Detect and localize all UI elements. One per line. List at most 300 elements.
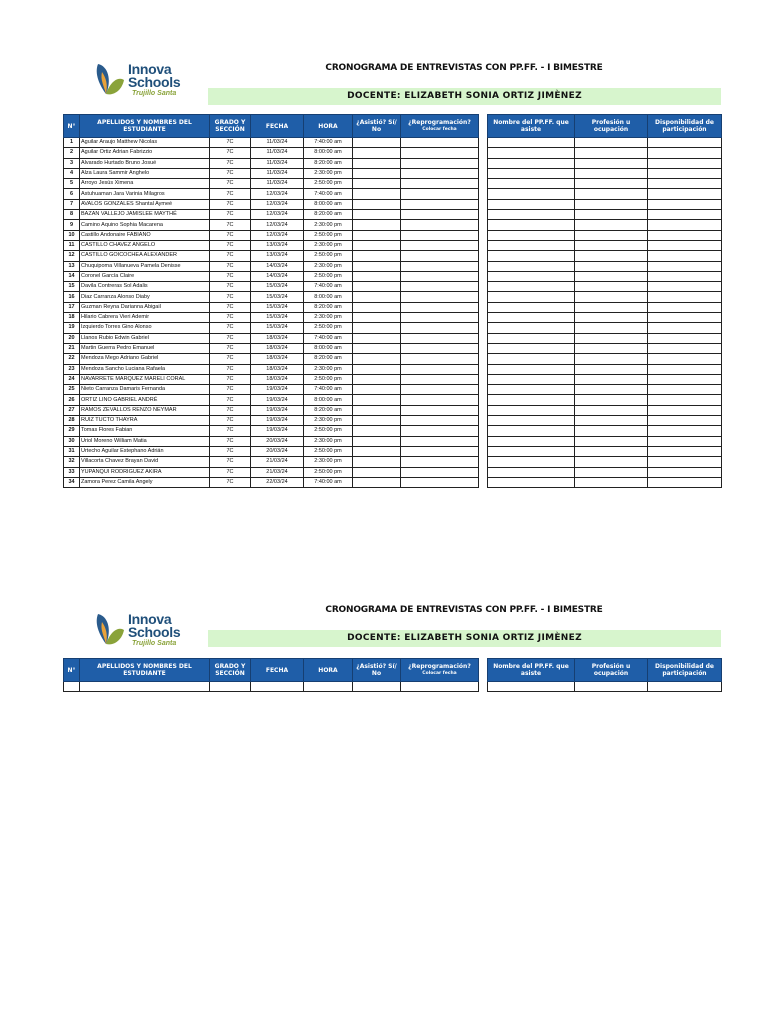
cell-number: 21 — [64, 343, 80, 353]
teacher-banner-2: DOCENTE: ELIZABETH SONIA ORTIZ JIMÈNEZ — [208, 630, 721, 647]
cell-availability[interactable] — [648, 261, 722, 271]
cell-availability[interactable] — [648, 292, 722, 302]
cell-availability[interactable] — [648, 364, 722, 374]
cell-parent-name[interactable] — [488, 426, 575, 436]
cell-empty[interactable] — [648, 682, 722, 692]
cell-grade: 7C — [210, 168, 251, 178]
cell-profession[interactable] — [575, 457, 648, 467]
parents-row — [488, 416, 722, 426]
cell-parent-name[interactable] — [488, 302, 575, 312]
cell-attended[interactable] — [353, 426, 401, 436]
cell-student-name: Aguilar Araujo Matthew Nicolas — [80, 138, 210, 148]
cell-number: 31 — [64, 446, 80, 456]
cell-date: 12/03/24 — [251, 210, 304, 220]
cell-profession[interactable] — [575, 416, 648, 426]
cell-reschedule[interactable] — [401, 251, 479, 261]
cell-time: 8:20:00 am — [304, 158, 353, 168]
cell-profession[interactable] — [575, 323, 648, 333]
cell-time: 2:50:00 pm — [304, 230, 353, 240]
cell-availability[interactable] — [648, 271, 722, 281]
cell-student-name: RUIZ TUCTO THAYRA — [80, 416, 210, 426]
cell-number: 32 — [64, 457, 80, 467]
cell-parent-name[interactable] — [488, 405, 575, 415]
parents-row — [488, 364, 722, 374]
header-hora: HORA — [304, 115, 353, 138]
cell-availability[interactable] — [648, 354, 722, 364]
cell-reschedule[interactable] — [401, 261, 479, 271]
cell-reschedule[interactable] — [401, 364, 479, 374]
header-fecha: FECHA — [251, 659, 304, 682]
cell-number: 6 — [64, 189, 80, 199]
cell-parent-name[interactable] — [488, 230, 575, 240]
cell-attended[interactable] — [353, 323, 401, 333]
cell-availability[interactable] — [648, 230, 722, 240]
cell-availability[interactable] — [648, 240, 722, 250]
cell-reschedule[interactable] — [401, 374, 479, 384]
parents-row — [488, 282, 722, 292]
cell-grade: 7C — [210, 385, 251, 395]
cell-time: 2:50:00 pm — [304, 251, 353, 261]
cell-attended[interactable] — [353, 179, 401, 189]
cell-attended[interactable] — [353, 282, 401, 292]
logo-text-campus: Trujillo Santa — [132, 640, 177, 647]
parents-row — [488, 374, 722, 384]
table-row — [64, 189, 479, 199]
header-reprog-sub: Colocar fecha — [422, 671, 457, 676]
cell-student-name: Diaz Carranza Alonso Diaby — [80, 292, 210, 302]
cell-reschedule[interactable] — [401, 426, 479, 436]
cell-profession[interactable] — [575, 220, 648, 230]
cell-profession[interactable] — [575, 364, 648, 374]
cell-reschedule[interactable] — [401, 302, 479, 312]
cell-parent-name[interactable] — [488, 271, 575, 281]
table-row — [64, 436, 479, 446]
cell-empty[interactable] — [80, 682, 210, 692]
cell-availability[interactable] — [648, 436, 722, 446]
cell-profession[interactable] — [575, 313, 648, 323]
cell-attended[interactable] — [353, 416, 401, 426]
cell-grade: 7C — [210, 416, 251, 426]
table-row — [64, 138, 479, 148]
cell-parent-name[interactable] — [488, 467, 575, 477]
cell-grade: 7C — [210, 457, 251, 467]
cell-availability[interactable] — [648, 251, 722, 261]
cell-date: 19/03/24 — [251, 395, 304, 405]
cell-profession[interactable] — [575, 302, 648, 312]
cell-parent-name[interactable] — [488, 138, 575, 148]
cell-reschedule[interactable] — [401, 343, 479, 353]
cell-time: 2:30:00 pm — [304, 313, 353, 323]
cell-reschedule[interactable] — [401, 210, 479, 220]
cell-profession[interactable] — [575, 251, 648, 261]
cell-parent-name[interactable] — [488, 354, 575, 364]
cell-reschedule[interactable] — [401, 323, 479, 333]
cell-date: 11/03/24 — [251, 168, 304, 178]
cell-reschedule[interactable] — [401, 292, 479, 302]
parents-row — [488, 271, 722, 281]
table-row — [64, 364, 479, 374]
cell-availability[interactable] — [648, 374, 722, 384]
cell-number: 19 — [64, 323, 80, 333]
cell-attended[interactable] — [353, 261, 401, 271]
parents-row — [488, 302, 722, 312]
cell-empty[interactable] — [210, 682, 251, 692]
cell-time: 7:40:00 am — [304, 477, 353, 487]
cell-attended[interactable] — [353, 271, 401, 281]
cell-number: 20 — [64, 333, 80, 343]
cell-parent-name[interactable] — [488, 313, 575, 323]
cell-reschedule[interactable] — [401, 405, 479, 415]
parents-row — [488, 199, 722, 209]
cell-attended[interactable] — [353, 240, 401, 250]
cell-date: 12/03/24 — [251, 230, 304, 240]
cell-reschedule[interactable] — [401, 271, 479, 281]
cell-profession[interactable] — [575, 199, 648, 209]
cell-parent-name[interactable] — [488, 220, 575, 230]
cell-profession[interactable] — [575, 292, 648, 302]
cell-time: 7:40:00 am — [304, 385, 353, 395]
teacher-banner: DOCENTE: ELIZABETH SONIA ORTIZ JIMÈNEZ — [208, 88, 721, 105]
cell-availability[interactable] — [648, 323, 722, 333]
cell-parent-name[interactable] — [488, 364, 575, 374]
cell-parent-name[interactable] — [488, 457, 575, 467]
parents-row — [488, 405, 722, 415]
cell-profession[interactable] — [575, 271, 648, 281]
cell-reschedule[interactable] — [401, 477, 479, 487]
cell-empty[interactable] — [575, 682, 648, 692]
cell-availability[interactable] — [648, 148, 722, 158]
cell-date: 15/03/24 — [251, 292, 304, 302]
parents-row — [488, 179, 722, 189]
cell-availability[interactable] — [648, 168, 722, 178]
cell-reschedule[interactable] — [401, 395, 479, 405]
cell-date: 18/03/24 — [251, 343, 304, 353]
cell-grade: 7C — [210, 302, 251, 312]
cell-profession[interactable] — [575, 282, 648, 292]
cell-availability[interactable] — [648, 158, 722, 168]
cell-time: 7:40:00 am — [304, 189, 353, 199]
parents-row — [488, 467, 722, 477]
cell-attended[interactable] — [353, 230, 401, 240]
cell-time: 7:40:00 am — [304, 138, 353, 148]
cell-reschedule[interactable] — [401, 436, 479, 446]
cell-number: 26 — [64, 395, 80, 405]
cell-reschedule[interactable] — [401, 189, 479, 199]
schedule-block-1 — [0, 0, 768, 500]
cell-attended[interactable] — [353, 354, 401, 364]
cell-profession[interactable] — [575, 446, 648, 456]
cell-parent-name[interactable] — [488, 261, 575, 271]
cell-profession[interactable] — [575, 168, 648, 178]
cell-grade: 7C — [210, 240, 251, 250]
cell-profession[interactable] — [575, 179, 648, 189]
cell-attended[interactable] — [353, 148, 401, 158]
cell-parent-name[interactable] — [488, 333, 575, 343]
cell-parent-name[interactable] — [488, 385, 575, 395]
page-title-2: CRONOGRAMA DE ENTREVISTAS CON PP.FF. - I BIMESTRE — [325, 605, 603, 615]
cell-attended[interactable] — [353, 477, 401, 487]
cell-attended[interactable] — [353, 343, 401, 353]
cell-reschedule[interactable] — [401, 230, 479, 240]
parents-table-header — [488, 115, 722, 138]
cell-reschedule[interactable] — [401, 385, 479, 395]
cell-date: 11/03/24 — [251, 179, 304, 189]
cell-empty[interactable] — [304, 682, 353, 692]
cell-time: 2:50:00 pm — [304, 179, 353, 189]
cell-profession[interactable] — [575, 210, 648, 220]
parents-row — [488, 261, 722, 271]
cell-parent-name[interactable] — [488, 199, 575, 209]
cell-student-name: CASTILLO CHAVEZ ANGELO — [80, 240, 210, 250]
cell-parent-name[interactable] — [488, 416, 575, 426]
cell-profession[interactable] — [575, 138, 648, 148]
table-row — [64, 405, 479, 415]
cell-student-name: NAVARRETE MARQUEZ MARELI CORAL — [80, 374, 210, 384]
cell-attended[interactable] — [353, 436, 401, 446]
page-title: CRONOGRAMA DE ENTREVISTAS CON PP.FF. - I BIMESTRE — [325, 63, 603, 73]
cell-availability[interactable] — [648, 477, 722, 487]
cell-number: 27 — [64, 405, 80, 415]
cell-empty[interactable] — [64, 682, 80, 692]
cell-student-name: Castillo Andonaire FABIANO — [80, 230, 210, 240]
cell-attended[interactable] — [353, 374, 401, 384]
cell-parent-name[interactable] — [488, 446, 575, 456]
logo-text-innova: Innova — [128, 61, 172, 77]
cell-student-name: Llanos Rubio Edwin Gabriel — [80, 333, 210, 343]
cell-attended[interactable] — [353, 364, 401, 374]
cell-parent-name[interactable] — [488, 477, 575, 487]
cell-profession[interactable] — [575, 158, 648, 168]
cell-parent-name[interactable] — [488, 292, 575, 302]
cell-attended[interactable] — [353, 333, 401, 343]
cell-parent-name[interactable] — [488, 148, 575, 158]
cell-availability[interactable] — [648, 199, 722, 209]
leaf-icon — [92, 608, 128, 652]
cell-time: 8:00:00 am — [304, 343, 353, 353]
cell-number: 10 — [64, 230, 80, 240]
parents-row — [488, 168, 722, 178]
cell-availability[interactable] — [648, 302, 722, 312]
cell-date: 21/03/24 — [251, 457, 304, 467]
cell-profession[interactable] — [575, 354, 648, 364]
innova-schools-logo — [92, 58, 184, 108]
cell-availability[interactable] — [648, 189, 722, 199]
cell-reschedule[interactable] — [401, 457, 479, 467]
cell-reschedule[interactable] — [401, 446, 479, 456]
cell-availability[interactable] — [648, 405, 722, 415]
cell-profession[interactable] — [575, 148, 648, 158]
cell-grade: 7C — [210, 333, 251, 343]
cell-empty[interactable] — [401, 682, 479, 692]
cell-parent-name[interactable] — [488, 168, 575, 178]
cell-availability[interactable] — [648, 426, 722, 436]
cell-empty[interactable] — [353, 682, 401, 692]
cell-profession[interactable] — [575, 436, 648, 446]
parents-row — [488, 343, 722, 353]
cell-parent-name[interactable] — [488, 240, 575, 250]
parents-table-2 — [487, 658, 722, 692]
parents-row — [488, 395, 722, 405]
header-nombre: APELLIDOS Y NOMBRES DEL ESTUDIANTE — [80, 659, 210, 682]
cell-profession[interactable] — [575, 230, 648, 240]
cell-parent-name[interactable] — [488, 395, 575, 405]
cell-time: 8:20:00 am — [304, 302, 353, 312]
parents-row — [488, 457, 722, 467]
cell-date: 18/03/24 — [251, 364, 304, 374]
cell-time: 2:50:00 pm — [304, 467, 353, 477]
cell-number: 2 — [64, 148, 80, 158]
cell-parent-name[interactable] — [488, 374, 575, 384]
cell-attended[interactable] — [353, 405, 401, 415]
cell-parent-name[interactable] — [488, 282, 575, 292]
cell-attended[interactable] — [353, 395, 401, 405]
cell-reschedule[interactable] — [401, 148, 479, 158]
cell-grade: 7C — [210, 436, 251, 446]
cell-empty[interactable] — [488, 682, 575, 692]
table-row — [64, 343, 479, 353]
cell-number: 28 — [64, 416, 80, 426]
cell-number: 5 — [64, 179, 80, 189]
cell-availability[interactable] — [648, 446, 722, 456]
cell-grade: 7C — [210, 282, 251, 292]
cell-reschedule[interactable] — [401, 240, 479, 250]
cell-profession[interactable] — [575, 385, 648, 395]
cell-time: 2:50:00 pm — [304, 446, 353, 456]
cell-number: 9 — [64, 220, 80, 230]
cell-parent-name[interactable] — [488, 210, 575, 220]
cell-grade: 7C — [210, 467, 251, 477]
cell-availability[interactable] — [648, 416, 722, 426]
cell-attended[interactable] — [353, 251, 401, 261]
cell-reschedule[interactable] — [401, 199, 479, 209]
cell-number: 30 — [64, 436, 80, 446]
cell-profession[interactable] — [575, 405, 648, 415]
cell-attended[interactable] — [353, 292, 401, 302]
cell-profession[interactable] — [575, 374, 648, 384]
cell-parent-name[interactable] — [488, 323, 575, 333]
cell-reschedule[interactable] — [401, 354, 479, 364]
cell-availability[interactable] — [648, 467, 722, 477]
table-row — [64, 385, 479, 395]
cell-attended[interactable] — [353, 457, 401, 467]
cell-availability[interactable] — [648, 313, 722, 323]
cell-reschedule[interactable] — [401, 282, 479, 292]
cell-profession[interactable] — [575, 261, 648, 271]
cell-availability[interactable] — [648, 220, 722, 230]
cell-attended[interactable] — [353, 467, 401, 477]
cell-availability[interactable] — [648, 282, 722, 292]
cell-reschedule[interactable] — [401, 138, 479, 148]
cell-attended[interactable] — [353, 199, 401, 209]
cell-reschedule[interactable] — [401, 158, 479, 168]
cell-student-name: Guzman Reyna Darianna Abigail — [80, 302, 210, 312]
cell-attended[interactable] — [353, 138, 401, 148]
cell-grade: 7C — [210, 220, 251, 230]
table-row — [64, 158, 479, 168]
cell-student-name: ORTIZ LINO GABRIEL ANDRÉ — [80, 395, 210, 405]
cell-date: 18/03/24 — [251, 374, 304, 384]
cell-availability[interactable] — [648, 343, 722, 353]
cell-profession[interactable] — [575, 333, 648, 343]
cell-parent-name[interactable] — [488, 189, 575, 199]
cell-availability[interactable] — [648, 138, 722, 148]
cell-availability[interactable] — [648, 385, 722, 395]
cell-profession[interactable] — [575, 343, 648, 353]
cell-reschedule[interactable] — [401, 333, 479, 343]
cell-time: 2:30:00 pm — [304, 364, 353, 374]
cell-student-name: Villacorta Chavez Brayan David — [80, 457, 210, 467]
parents-row — [488, 210, 722, 220]
cell-number: 25 — [64, 385, 80, 395]
header-n: N° — [64, 659, 80, 682]
cell-attended[interactable] — [353, 313, 401, 323]
cell-parent-name[interactable] — [488, 251, 575, 261]
parents-row — [488, 426, 722, 436]
cell-attended[interactable] — [353, 302, 401, 312]
cell-attended[interactable] — [353, 168, 401, 178]
parents-row — [488, 436, 722, 446]
cell-availability[interactable] — [648, 457, 722, 467]
cell-attended[interactable] — [353, 446, 401, 456]
cell-attended[interactable] — [353, 189, 401, 199]
cell-availability[interactable] — [648, 333, 722, 343]
header-profesion: Profesión u ocupación — [575, 115, 648, 138]
table-row — [64, 282, 479, 292]
cell-student-name: CASTILLO GOICOCHEA ALEXANDER — [80, 251, 210, 261]
cell-parent-name[interactable] — [488, 179, 575, 189]
cell-reschedule[interactable] — [401, 168, 479, 178]
cell-profession[interactable] — [575, 426, 648, 436]
table-row — [64, 446, 479, 456]
cell-number: 17 — [64, 302, 80, 312]
cell-reschedule[interactable] — [401, 313, 479, 323]
cell-parent-name[interactable] — [488, 343, 575, 353]
cell-attended[interactable] — [353, 158, 401, 168]
cell-reschedule[interactable] — [401, 220, 479, 230]
cell-reschedule[interactable] — [401, 416, 479, 426]
parents-table-header — [488, 659, 722, 682]
cell-availability[interactable] — [648, 179, 722, 189]
cell-reschedule[interactable] — [401, 179, 479, 189]
header-reprog-label: ¿Reprogramación? — [408, 663, 471, 670]
table-row — [64, 395, 479, 405]
cell-number: 3 — [64, 158, 80, 168]
table-row — [64, 220, 479, 230]
cell-profession[interactable] — [575, 395, 648, 405]
cell-grade: 7C — [210, 189, 251, 199]
cell-attended[interactable] — [353, 385, 401, 395]
cell-profession[interactable] — [575, 467, 648, 477]
cell-time: 2:30:00 pm — [304, 168, 353, 178]
cell-availability[interactable] — [648, 395, 722, 405]
cell-profession[interactable] — [575, 189, 648, 199]
cell-grade: 7C — [210, 210, 251, 220]
cell-attended[interactable] — [353, 210, 401, 220]
table-row — [64, 179, 479, 189]
cell-profession[interactable] — [575, 240, 648, 250]
cell-parent-name[interactable] — [488, 158, 575, 168]
cell-student-name: Camino Aquino Sophia Macarena — [80, 220, 210, 230]
cell-grade: 7C — [210, 313, 251, 323]
cell-parent-name[interactable] — [488, 436, 575, 446]
cell-availability[interactable] — [648, 210, 722, 220]
cell-empty[interactable] — [251, 682, 304, 692]
cell-grade: 7C — [210, 354, 251, 364]
parents-row — [488, 385, 722, 395]
cell-profession[interactable] — [575, 477, 648, 487]
cell-reschedule[interactable] — [401, 467, 479, 477]
cell-attended[interactable] — [353, 220, 401, 230]
